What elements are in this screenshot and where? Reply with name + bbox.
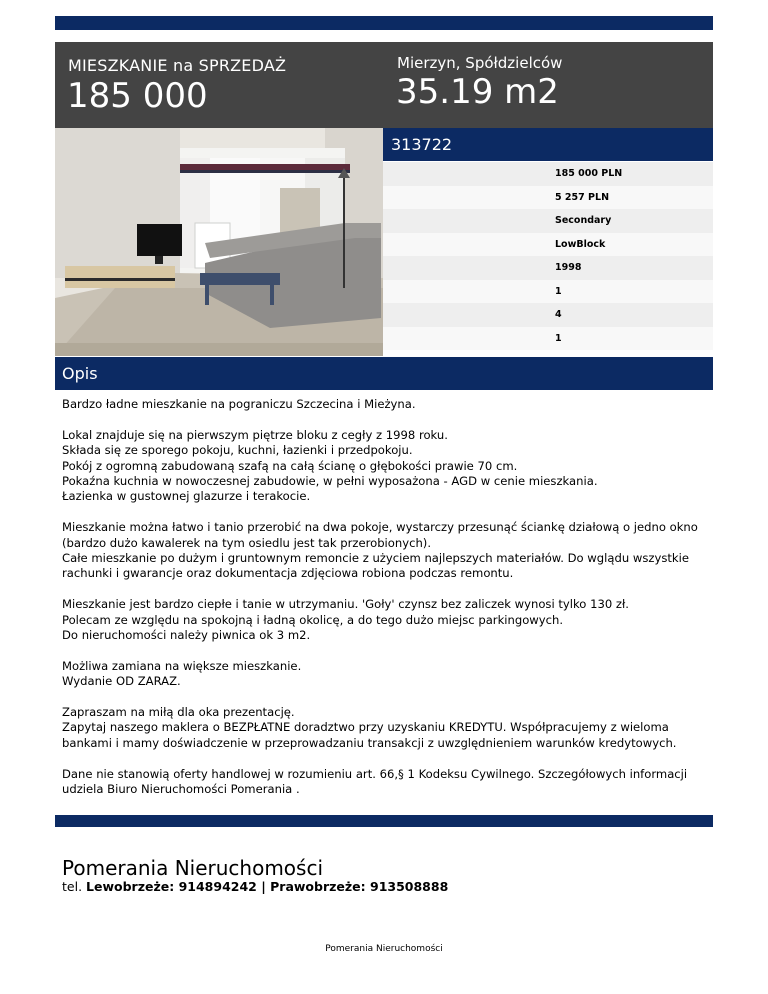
phone-numbers: Lewobrzeże: 914894242 | Prawobrzeże: 913508888 xyxy=(86,879,449,894)
listing-id-bar xyxy=(383,128,713,161)
spec-value: Secondary xyxy=(555,215,612,226)
spec-value: LowBlock xyxy=(555,238,606,250)
apartment-photo xyxy=(55,128,383,356)
offer-type: MIESZKANIE na SPRZEDAŻ xyxy=(68,56,287,75)
spec-row xyxy=(383,280,713,304)
description-paragraph: Zapraszam na miłą dla oka prezentację. Zapytaj naszego maklera o BEZPŁATNE doradztwo przy uzyskaniu KREDYTU. Współpracujemy z wieloma bankami i mamy doświadczenie w przeprowadzaniu transakcji z uwzględnieniem warunków kredytowych. xyxy=(62,705,677,750)
specs-table xyxy=(383,162,713,350)
spec-row xyxy=(383,162,713,186)
description-paragraph: Mieszkanie jest bardzo ciepłe i tanie w utrzymaniu. 'Goły' czynsz bez zaliczek wynosi tylko 130 zł. Polecam ze względu na spokojną i ładną okolicę, a do tego dużo miejsc parkingowych. Do nieruchomości należy piwnica ok 3 m2. xyxy=(62,597,629,643)
spec-row xyxy=(383,209,713,233)
listing-header xyxy=(55,42,713,128)
spec-value: 1 xyxy=(555,332,562,344)
bottom-bar xyxy=(55,815,713,827)
description-paragraph: Lokal znajduje się na pierwszym piętrze bloku z cegły z 1998 roku. Składa się ze sporego pokoju, kuchni, łazienki i przedpokoju. Pokój z ogromną zabudowaną szafą na całą ścianę o głębokości prawie 70 cm. Pokaźna kuchnia w nowoczesnej zabudowie, w pełni wyposażona - AGD w cenie mieszkania. Łazienka w gustownej glazurze i terakocie. xyxy=(62,427,598,504)
area: 35.19 m2 xyxy=(396,72,559,112)
spec-value: 4 xyxy=(555,309,562,320)
price: 185 000 xyxy=(67,76,208,116)
spec-value: 1998 xyxy=(555,262,582,273)
location: Mierzyn, Spółdzielców xyxy=(397,54,563,72)
description-heading: Opis xyxy=(62,364,98,383)
spec-row xyxy=(383,303,713,327)
description-heading-bar xyxy=(55,357,713,390)
spec-value: 5 257 PLN xyxy=(555,191,610,203)
description-paragraph: Możliwa zamiana na większe mieszkanie. Wydanie OD ZARAZ. xyxy=(62,658,302,689)
description-paragraph: Mieszkanie można łatwo i tanio przerobić na dwa pokoje, wystarczy przesunąć ściankę działową o jedno okno (bardzo dużo kawalerek na tym osiedlu jest tak przerobionych). Całe mieszkanie po dużym i gruntownym remoncie z użyciem najlepszych materiałów. Do wglądu wszystkie rachunki i gwarancje oraz dokumentacja zdjęciowa robiona podczas remontu. xyxy=(62,520,698,581)
contact-phones xyxy=(62,879,448,894)
description xyxy=(62,397,707,813)
description-paragraph: Bardzo ładne mieszkanie na pograniczu Szczecina i Mieżyna. xyxy=(62,397,416,411)
spec-row xyxy=(383,327,713,351)
page-footer: Pomerania Nieruchomości xyxy=(325,944,443,954)
company-name: Pomerania Nieruchomości xyxy=(62,856,324,880)
tel-prefix: tel. xyxy=(62,879,83,894)
spec-value: 1 xyxy=(555,285,562,297)
spec-row xyxy=(383,186,713,210)
spec-row xyxy=(383,233,713,257)
spec-value: 185 000 PLN xyxy=(555,168,623,179)
listing-id: 313722 xyxy=(391,135,453,154)
top-bar xyxy=(55,16,713,30)
description-paragraph: Dane nie stanowią oferty handlowej w rozumieniu art. 66,§ 1 Kodeksu Cywilnego. Szczegółowych informacji udziela Biuro Nieruchomości Pomerania . xyxy=(62,766,688,797)
spec-row xyxy=(383,256,713,280)
